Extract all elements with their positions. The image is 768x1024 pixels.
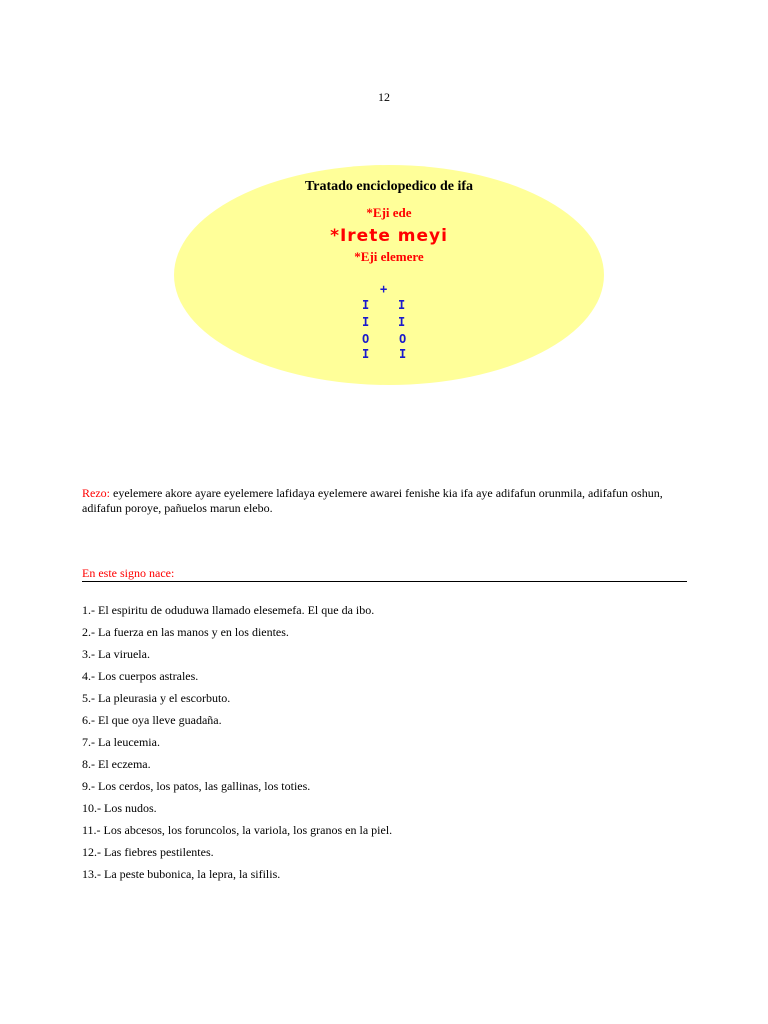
list-item: 6.- El que oya lleve guadaña.	[82, 713, 222, 727]
list-item: 2.- La fuerza en las manos y en los dientes.	[82, 625, 289, 639]
sign-plus: +	[380, 282, 388, 296]
list-item: 13.- La peste bubonica, la lepra, la sifilis.	[82, 867, 281, 881]
list-item: 5.- La pleurasia y el escorbuto.	[82, 691, 231, 705]
sign-right-mark: I	[399, 347, 407, 361]
list-item: 12.- Las fiebres pestilentes.	[82, 845, 214, 859]
list-item: 3.- La viruela.	[82, 647, 150, 661]
sign-right-mark: I	[398, 298, 406, 312]
document-title: Tratado enciclopedico de ifa	[304, 179, 474, 194]
section-divider	[82, 581, 687, 582]
rezo-text: eyelemere akore ayare eyelemere lafidaya eyelemere awarei fenishe kia ifa aye adifafun orunmila, adifafun oshun, adifafun poroye, pañuelos marun elebo.	[82, 486, 663, 515]
sign-left-mark: O	[362, 332, 370, 346]
subtitle-eji-elemere: *Eji elemere	[354, 249, 424, 264]
list-item: 4.- Los cuerpos astrales.	[82, 669, 199, 683]
rezo-label: Rezo:	[82, 486, 110, 500]
rezo-paragraph	[82, 486, 682, 516]
subtitle-eji-ede: *Eji ede	[366, 205, 412, 220]
sign-right-mark: I	[398, 315, 406, 329]
list-item: 9.- Los cerdos, los patos, las gallinas, los toties.	[82, 779, 311, 793]
section-title: En este signo nace:	[82, 566, 175, 580]
sign-right-mark: O	[399, 332, 407, 346]
list-item: 1.- El espiritu de oduduwa llamado elesemefa. El que da ibo.	[82, 603, 375, 617]
list-item: 8.- El eczema.	[82, 757, 151, 771]
sign-left-mark: I	[362, 315, 370, 329]
births-list	[82, 603, 392, 889]
sign-left-mark: I	[362, 298, 370, 312]
header-ellipse	[174, 165, 604, 385]
sign-name: *Irete meyi	[330, 226, 448, 246]
page-number: 12	[378, 90, 390, 104]
list-item: 7.- La leucemia.	[82, 735, 160, 749]
list-item: 11.- Los abcesos, los foruncolos, la variola, los granos en la piel.	[82, 823, 393, 837]
list-item: 10.- Los nudos.	[82, 801, 157, 815]
sign-left-mark: I	[362, 347, 370, 361]
